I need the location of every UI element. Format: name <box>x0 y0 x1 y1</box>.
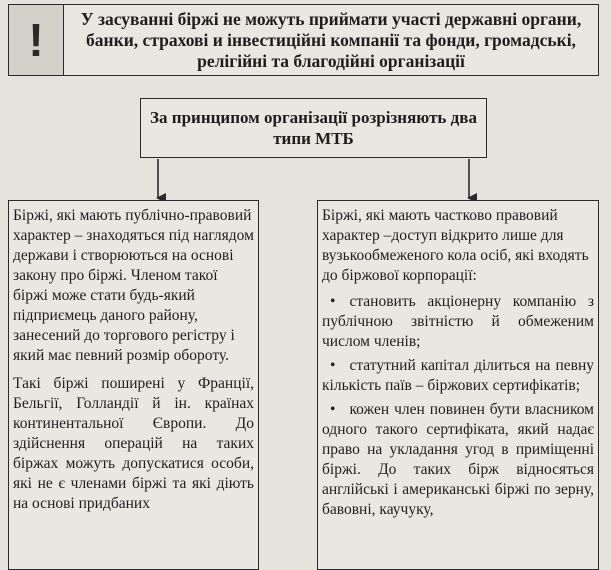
left-paragraph-2: Такі біржі поширені у Франції, Бельгії, Голландії й ін. країнах континентальної Європи. До здійснення операцій на таких біржах можуть допускатися особи, які не є членами біржі та які діють на основі придбаних <box>13 375 254 512</box>
principle-box <box>140 98 487 158</box>
bullet-item: • кожен член повинен бути власником одного такого сертифіката, який надає право на укладання угод в приміщенні біржі. До таких бірж відносяться англійські і американські біржі по зерну, бавовні, каучуку, <box>322 400 594 520</box>
partial-law-exchange-box <box>317 200 599 570</box>
bullet-item: • статутний капітал ділиться на певну кількість паїв – біржових сертифікатів; <box>322 356 594 396</box>
left-paragraph-1: Біржі, які мають публічно-правовий характер – знаходяться під наглядом держави і створюються на основі закону про біржі. Членом такої біржі може стати будь-який підприємець даного району, занесений до торгового регістру і який має певний розмір обороту. <box>13 207 254 364</box>
public-law-exchange-box <box>8 200 259 570</box>
notice-text: У засуванні біржі не можуть приймати участі державні органи, банки, страхові и інвестиційні компанії та фонди, громадські, релігійні та благодійні організації <box>64 5 598 75</box>
bullet-list <box>322 292 594 520</box>
principle-text: За принципом організації розрізняють два типи МТБ <box>150 108 477 148</box>
bullet-item: • становить акціонерну компанію з публічною звітністю й обмеженим числом членів; <box>322 292 594 352</box>
exclamation-icon: ! <box>9 5 64 75</box>
right-intro: Біржі, які мають частково правовий характер –доступ відкрито лише для вузькообмеженого кола осіб, які входять до біржової корпорації: <box>322 207 589 284</box>
